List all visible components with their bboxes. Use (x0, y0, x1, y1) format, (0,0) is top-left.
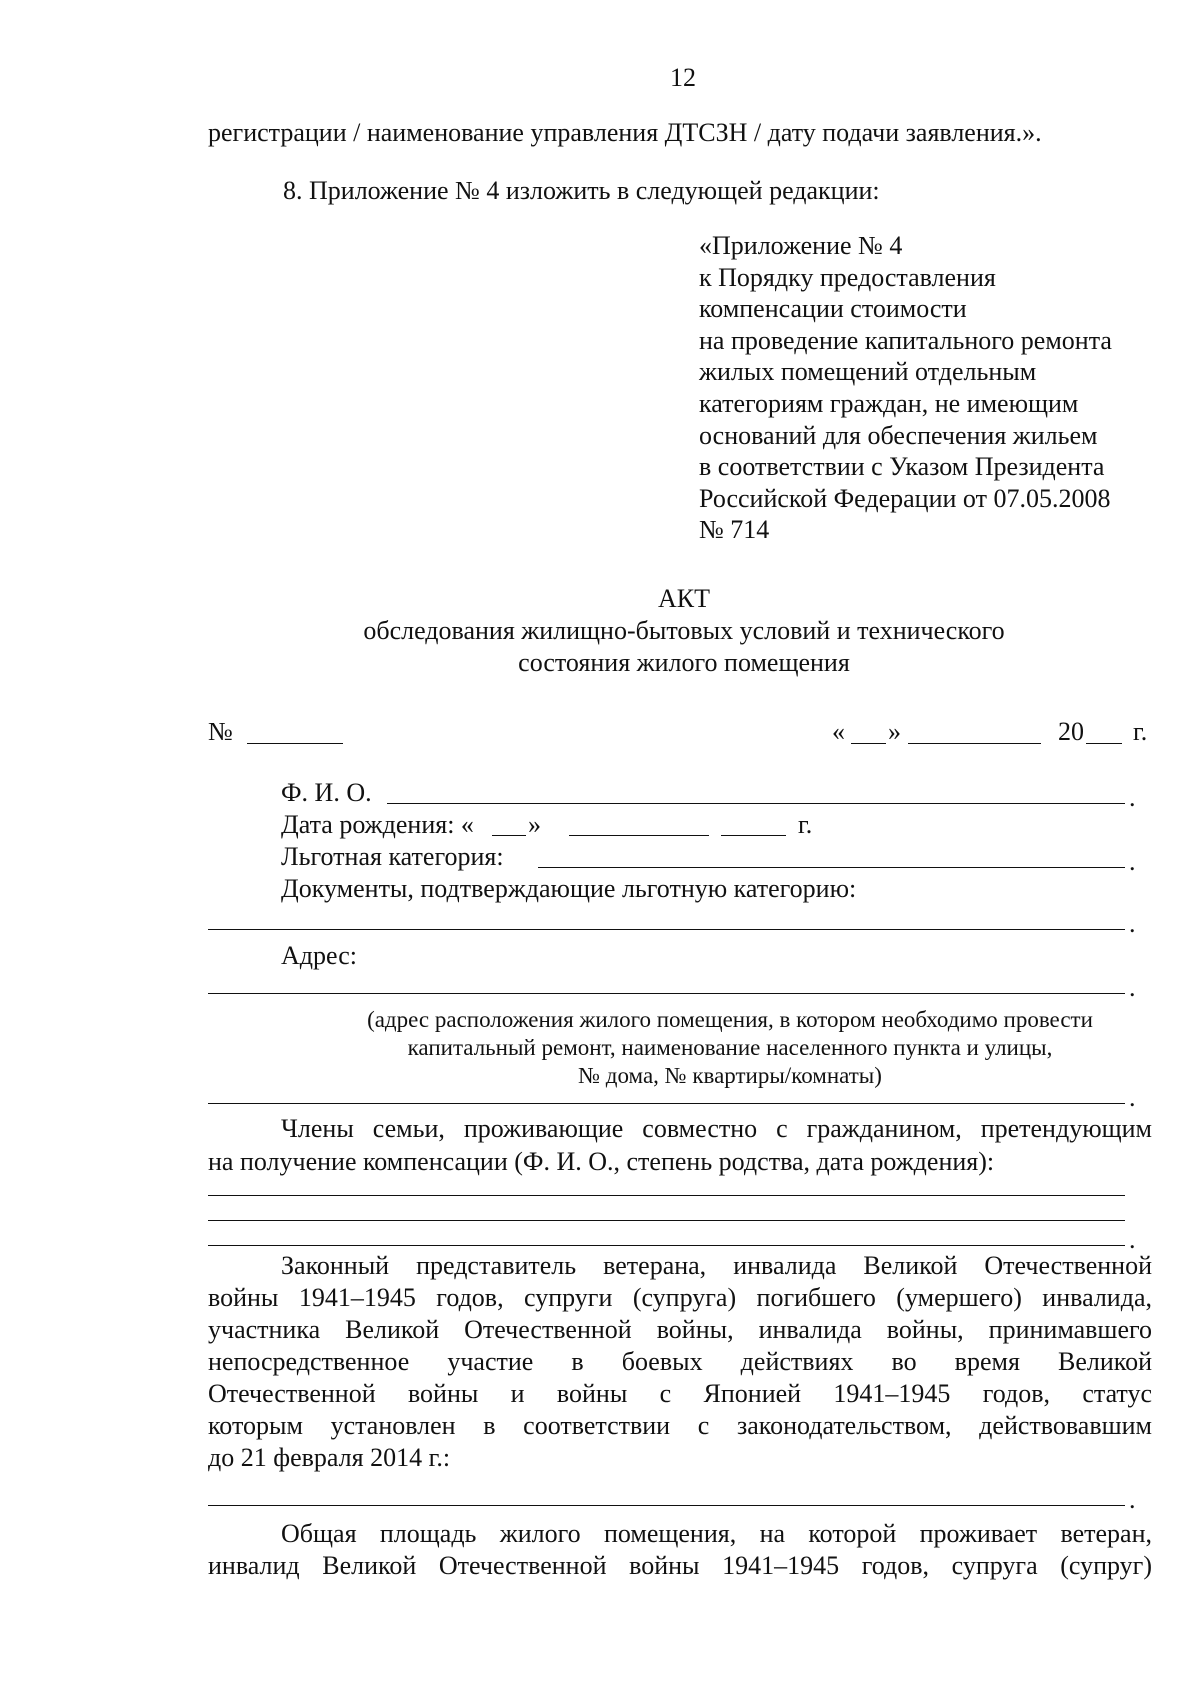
representative-line: до 21 февраля 2014 г.: (208, 1443, 451, 1472)
birth-date-suffix: г. (798, 810, 813, 839)
item-8-text: 8. Приложение № 4 изложить в следующей редакции: (283, 176, 880, 205)
date-day-blank (851, 743, 886, 744)
appendix-heading-line: № 714 (699, 515, 770, 545)
representative-line: которым установлен в соответствии с законодательством, действовавшим (208, 1411, 1152, 1440)
address-label: Адрес: (281, 941, 357, 970)
representative-line: Отечественной войны и войны с Японией 1941–1945 годов, статус (208, 1379, 1152, 1408)
date-month-blank (908, 743, 1041, 744)
appendix-heading-line: «Приложение № 4 (699, 231, 903, 260)
representative-line: Законный представитель ветерана, инвалида Великой Отечественной (281, 1251, 1152, 1280)
year-blank (1086, 743, 1122, 744)
family-line-1: Члены семьи, проживающие совместно с гражданином, претендующим (281, 1114, 1152, 1143)
act-subtitle-line-2: состояния жилого помещения (518, 648, 850, 677)
line-end-dot: . (1129, 1485, 1136, 1514)
birth-date-label: Дата рождения: « (281, 810, 474, 839)
address-note-line: капитальный ремонт, наименование населенного пункта и улицы, (407, 1035, 1053, 1060)
continuation-line: регистрации / наименование управления ДТСЗН / дату подачи заявления.». (208, 118, 1042, 147)
page-number: 12 (670, 63, 696, 92)
year-suffix: г. (1133, 717, 1148, 746)
number-label: № (208, 717, 233, 746)
family-blank-2 (208, 1220, 1125, 1221)
line-end-dot: . (1129, 783, 1136, 812)
family-line-2: на получение компенсации (Ф. И. О., степень родства, дата рождения): (208, 1147, 995, 1176)
birth-date-close: » (528, 810, 541, 839)
appendix-heading-line: в соответствии с Указом Президента (699, 452, 1105, 482)
address-extra-blank (208, 1103, 1125, 1104)
representative-line: участника Великой Отечественной войны, инвалида войны, принимавшего (208, 1315, 1152, 1344)
address-note-line: (адрес расположения жилого помещения, в котором необходимо провести (367, 1007, 1093, 1032)
documents-blank (208, 929, 1125, 930)
fio-label: Ф. И. О. (281, 778, 372, 807)
appendix-heading-line: компенсации стоимости (699, 294, 967, 324)
representative-line: войны 1941–1945 годов, супруги (супруга) погибшего (умершего) инвалида, (208, 1283, 1152, 1312)
appendix-heading-line: к Порядку предоставления (699, 262, 996, 292)
act-title: АКТ (658, 584, 710, 613)
address-note-line: № дома, № квартиры/комнаты) (578, 1063, 882, 1088)
birth-year-blank (721, 835, 786, 836)
appendix-heading (699, 230, 1112, 546)
appendix-heading-line: категориям граждан, не имеющим (699, 388, 1079, 418)
appendix-heading-line: оснований для обеспечения жильем (699, 420, 1098, 450)
birth-month-blank (569, 835, 709, 836)
area-line: инвалид Великой Отечественной войны 1941–1945 годов, супруга (супруг) (208, 1551, 1152, 1580)
category-label: Льготная категория: (281, 842, 504, 871)
address-blank (208, 993, 1125, 994)
birth-day-blank (492, 835, 526, 836)
line-end-dot: . (1129, 909, 1136, 938)
family-blank-3 (208, 1245, 1125, 1246)
documents-label: Документы, подтверждающие льготную категорию: (281, 874, 857, 903)
address-note (280, 1006, 1180, 1090)
category-blank (538, 867, 1125, 868)
appendix-heading-line: Российской Федерации от 07.05.2008 (699, 483, 1111, 513)
area-line: Общая площадь жилого помещения, на которой проживает ветеран, (281, 1519, 1152, 1548)
appendix-heading-line: жилых помещений отдельным (699, 357, 1037, 387)
appendix-heading-line: на проведение капитального ремонта (699, 325, 1112, 355)
year-prefix: 20 (1058, 717, 1084, 746)
family-blank-1 (208, 1195, 1125, 1196)
date-close-quote: » (888, 717, 901, 746)
line-end-dot: . (1129, 1225, 1136, 1254)
date-open-quote: « (832, 717, 845, 746)
fio-blank (387, 803, 1125, 804)
representative-blank (208, 1505, 1125, 1506)
representative-line: непосредственное участие в боевых действиях во время Великой (208, 1347, 1152, 1376)
line-end-dot: . (1129, 847, 1136, 876)
act-subtitle-line-1: обследования жилищно-бытовых условий и технического (363, 616, 1005, 645)
line-end-dot: . (1129, 1083, 1136, 1112)
number-blank (247, 743, 343, 744)
line-end-dot: . (1129, 973, 1136, 1002)
